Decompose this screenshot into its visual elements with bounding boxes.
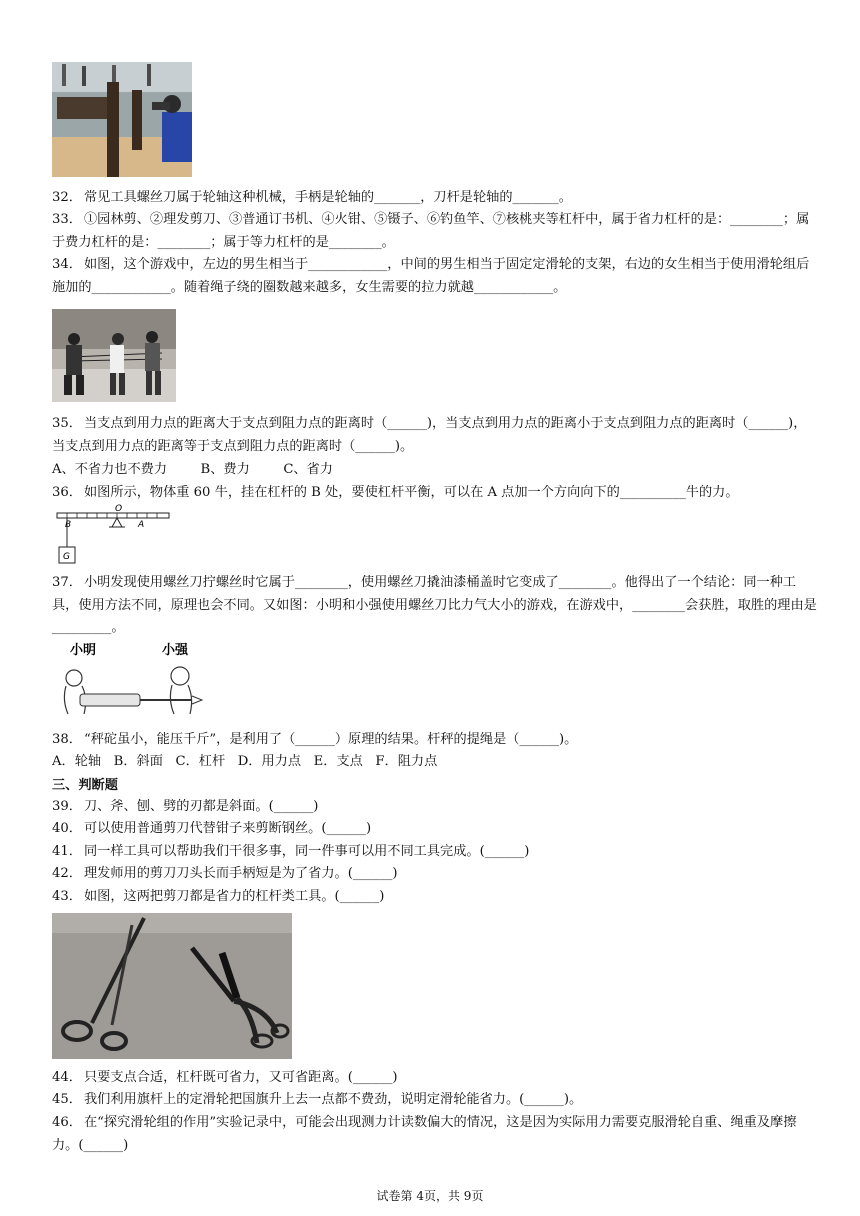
- lever-label-g: G: [63, 552, 70, 562]
- question-44: 44． 只要支点合适，杠杆既可省力，又可省距离。(______): [52, 1070, 398, 1085]
- question-41: 41． 同一样工具可以帮助我们干很多事，同一件事可以用不同工具完成。(______): [52, 844, 530, 859]
- question-42: 42． 理发师用的剪刀刀头长而手柄短是为了省力。(______): [52, 866, 398, 881]
- question-37: 37． 小明发现使用螺丝刀拧螺丝时它属于________，使用螺丝刀撬油漆桶盖时它变成了________。他得出了一个结论：同一种工具，使用方法不同，原理也会不同。又如图：小明和小强使用螺丝刀比力气大小的游戏，在游戏中，________会获胜，取胜的理由是_________。: [52, 575, 817, 635]
- question-34: 34． 如图，这个游戏中，左边的男生相当于____________，中间的男生相当于固定定滑轮的支架，右边的女生相当于使用滑轮组后施加的____________。随着绳子绕的圈数越来越多，女生需要的拉力就越____________。: [52, 257, 810, 295]
- scissors-photo: [52, 913, 292, 1059]
- screwdriver-game-figure: [52, 640, 217, 722]
- lever-label-o: O: [115, 504, 123, 514]
- question-46: 46． 在“探究滑轮组的作用”实验记录中，可能会出现测力计读数偏大的情况，这是因为实际用力需要克服滑轮自重、绳重及摩擦力。(______): [52, 1115, 797, 1153]
- lever-label-a: A: [138, 520, 145, 530]
- question-39: 39． 刀、斧、刨、劈的刃都是斜面。(______): [52, 799, 319, 814]
- lever-diagram: [52, 503, 174, 569]
- question-40: 40． 可以使用普通剪刀代替钳子来剪断钢丝。(______): [52, 821, 372, 836]
- figure-name-xiaoming: 小明: [70, 643, 97, 658]
- question-38-options: A．轮轴 B．斜面 C．杠杆 D．用力点 E．支点 F．阻力点: [52, 754, 438, 769]
- lever-label-b: B: [65, 520, 72, 530]
- question-45: 45． 我们利用旗杆上的定滑轮把国旗升上去一点都不费劲，说明定滑轮能省力。(______)。: [52, 1092, 583, 1107]
- question-36: 36． 如图所示，物体重 60 牛，挂在杠杆的 B 处，要使杠杆平衡，可以在 A 点加一个方向向下的__________牛的力。: [52, 485, 739, 500]
- question-32: 32． 常见工具螺丝刀属于轮轴这种机械，手柄是轮轴的_______，刀杆是轮轴的_______。: [52, 190, 572, 205]
- question-35: 35． 当支点到用力点的距离大于支点到阻力点的距离时（______)，当支点到用力点的距离小于支点到阻力点的距离时（______)，当支点到用力点的距离等于支点到阻力点的距离时（______)。: [52, 416, 807, 454]
- question-43: 43． 如图，这两把剪刀都是省力的杠杆类工具。(______): [52, 889, 385, 904]
- pulley-game-photo: [52, 309, 176, 402]
- figure-name-xiaoqiang: 小强: [162, 643, 189, 658]
- page-footer: 试卷第 4页，共 9页: [376, 1189, 484, 1203]
- question-35-options: A、不省力也不费力 B、费力 C、省力: [52, 462, 333, 477]
- wheel-axle-photo: [52, 62, 192, 177]
- question-38: 38． “秤砣虽小，能压千斤”，是利用了（______）原理的结果。杆秤的提绳是（______)。: [52, 732, 578, 747]
- section-title-judge: 三、判断题: [52, 778, 118, 793]
- question-33: 33． ①园林剪、②理发剪刀、③普通订书机、④火钳、⑤镊子、⑥钓鱼竿、⑦核桃夹等杠杆中，属于省力杠杆的是：________；属于费力杠杆的是：________；属于等力杠杆的是________。: [52, 212, 810, 250]
